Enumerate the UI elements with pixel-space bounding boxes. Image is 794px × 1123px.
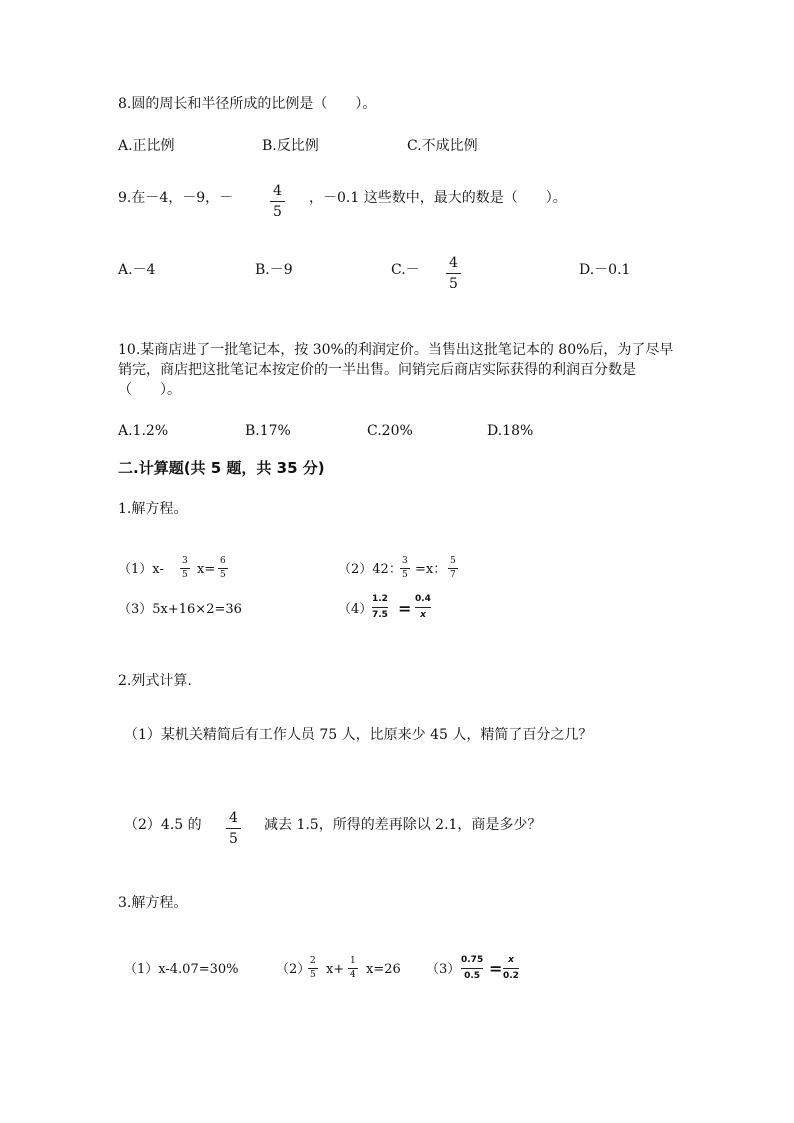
numerator: 3 bbox=[402, 556, 408, 566]
calc3-p2-fraction-2 bbox=[348, 957, 358, 980]
fraction-bar bbox=[415, 607, 431, 608]
calc3-p3-equals: = bbox=[489, 959, 503, 978]
denominator: 7 bbox=[450, 570, 456, 580]
fraction-bar bbox=[226, 828, 241, 829]
fraction-bar bbox=[180, 568, 190, 569]
calc1-p4-start: （4） bbox=[338, 602, 373, 617]
q10-option-b: B.17% bbox=[245, 423, 291, 439]
fraction-bar bbox=[461, 968, 483, 969]
calc1-p1-mid: x= bbox=[197, 562, 216, 577]
numerator: 0.4 bbox=[415, 594, 431, 604]
calc2-p2-start: （2）4.5 的 bbox=[124, 817, 202, 833]
numerator: x bbox=[508, 955, 514, 965]
q9-option-c-fraction bbox=[446, 256, 461, 291]
calc3-p3-fraction-1 bbox=[461, 956, 483, 981]
fraction-bar bbox=[218, 568, 228, 569]
q10-option-a: A.1.2% bbox=[118, 423, 169, 439]
numerator: 5 bbox=[450, 556, 456, 566]
calc1-p2-fraction-2 bbox=[448, 557, 458, 580]
calc3-p3-fraction-2 bbox=[503, 956, 519, 981]
calc1-p4-equals: = bbox=[398, 599, 412, 618]
calc3-p2-start: （2） bbox=[276, 962, 311, 977]
calc1-p2-fraction-1 bbox=[400, 557, 410, 580]
q9-option-b: B.－9 bbox=[255, 262, 293, 278]
calc1-p3: （3）5x+16×2=36 bbox=[118, 602, 242, 617]
calc3-p2-mid: x+ bbox=[326, 962, 345, 977]
calc2-p2-fraction bbox=[226, 811, 241, 846]
q9-stem-start: 9.在－4，－9，－ bbox=[118, 190, 234, 206]
q9-fraction-numerator: 4 bbox=[273, 183, 282, 199]
fraction-bar bbox=[308, 968, 318, 969]
denominator: 5 bbox=[402, 570, 408, 580]
calc2-p2-end: 减去 1.5，所得的差再除以 2.1，商是多少？ bbox=[264, 817, 542, 833]
fraction-bar bbox=[503, 968, 519, 969]
fraction-bar bbox=[448, 568, 458, 569]
q9-option-c: C.－ bbox=[391, 262, 420, 278]
calc1-p4-fraction-1 bbox=[372, 595, 388, 620]
calc1-p1-fraction-2 bbox=[218, 557, 228, 580]
denominator: 5 bbox=[229, 831, 238, 847]
numerator: 1 bbox=[350, 956, 356, 966]
q8-option-c: C.不成比例 bbox=[407, 138, 478, 154]
numerator: 6 bbox=[220, 556, 226, 566]
q9-stem-end: ，－0.1 这些数中，最大的数是（ ）。 bbox=[309, 190, 567, 206]
q9-option-c-numerator: 4 bbox=[449, 255, 458, 271]
fraction-bar bbox=[270, 201, 285, 202]
denominator: x bbox=[420, 610, 426, 620]
denominator: 5 bbox=[310, 970, 316, 980]
calc1-p2-mid: =x： bbox=[415, 562, 447, 577]
numerator: 2 bbox=[310, 956, 316, 966]
denominator: 0.5 bbox=[464, 971, 481, 981]
q9-fraction bbox=[270, 184, 285, 219]
calc3-p3-start: （3） bbox=[426, 962, 461, 977]
fraction-bar bbox=[446, 273, 461, 274]
calc1-title: 1.解方程。 bbox=[118, 501, 188, 517]
calc3-p2-fraction-1 bbox=[308, 957, 318, 980]
denominator: 5 bbox=[182, 570, 188, 580]
fraction-bar bbox=[348, 968, 358, 969]
calc1-p1-start: （1）x- bbox=[118, 562, 164, 577]
calc1-p1-fraction-1 bbox=[180, 557, 190, 580]
q9-fraction-denominator: 5 bbox=[273, 204, 282, 220]
numerator: 1.2 bbox=[372, 594, 388, 604]
q10-option-c: C.20% bbox=[367, 423, 413, 439]
calc3-title: 3.解方程。 bbox=[118, 895, 188, 911]
numerator: 0.75 bbox=[461, 955, 484, 965]
q9-option-a: A.－4 bbox=[118, 262, 156, 278]
q10-option-d: D.18% bbox=[487, 423, 534, 439]
numerator: 3 bbox=[182, 556, 188, 566]
q9-option-d: D.－0.1 bbox=[579, 262, 631, 278]
section-heading: 二.计算题(共 5 题，共 35 分) bbox=[118, 459, 325, 477]
q8-option-b: B.反比例 bbox=[262, 138, 319, 154]
q8-option-a: A.正比例 bbox=[118, 138, 175, 154]
denominator: 5 bbox=[220, 570, 226, 580]
calc1-p2-start: （2）42： bbox=[338, 562, 402, 577]
calc3-p2-end: x=26 bbox=[366, 962, 401, 977]
fraction-bar bbox=[372, 607, 388, 608]
denominator: 4 bbox=[350, 970, 356, 980]
fraction-bar bbox=[400, 568, 410, 569]
calc2-title: 2.列式计算. bbox=[118, 673, 192, 689]
calc2-p1: （1）某机关精简后有工作人员 75 人，比原来少 45 人，精简了百分之几？ bbox=[124, 727, 593, 743]
calc1-p4-fraction-2 bbox=[415, 595, 431, 620]
denominator: 0.2 bbox=[503, 971, 519, 981]
denominator: 7.5 bbox=[372, 610, 388, 620]
q8-stem: 8.圆的周长和半径所成的比例是（ ）。 bbox=[118, 96, 377, 112]
q9-option-c-denominator: 5 bbox=[449, 276, 458, 292]
calc3-p1: （1）x-4.07=30% bbox=[124, 962, 239, 977]
q10-stem: 10.某商店进了一批笔记本，按 30%的利润定价。当售出这批笔记本的 80%后，为了尽早销完，商店把这批笔记本按定价的一半出售。问销完后商店实际获得的利润百分数是（ ）。 bbox=[118, 342, 674, 398]
numerator: 4 bbox=[229, 810, 238, 826]
